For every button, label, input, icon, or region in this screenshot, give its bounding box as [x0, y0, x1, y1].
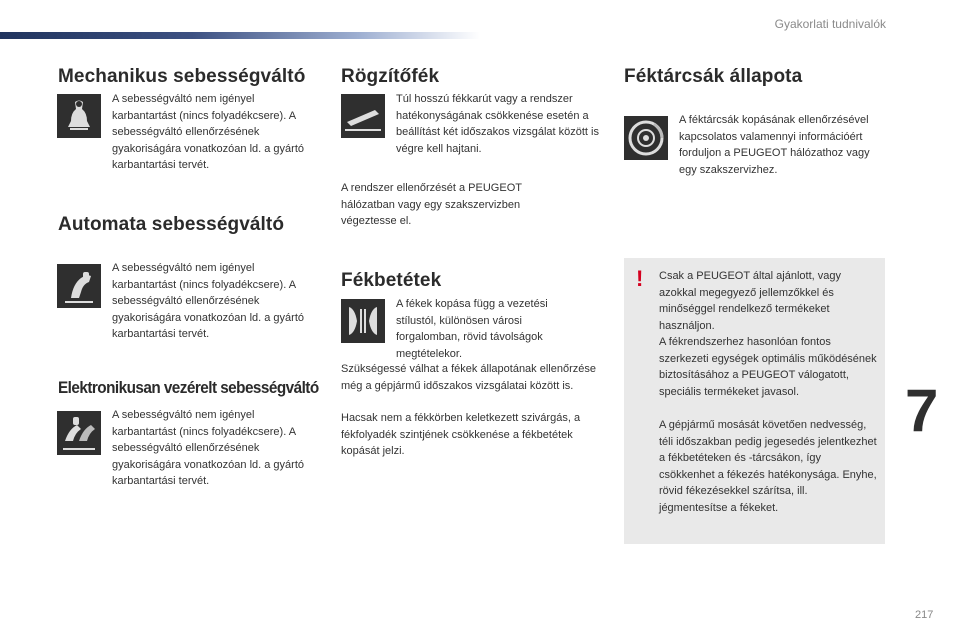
- brake-discs-text: A féktárcsák kopásának ellenőrzésével kapcsolatos valamennyi információért forduljon a PEUGEOT hálózathoz vagy egy szakszervizhez.: [679, 114, 870, 176]
- manual-gearbox-text: A sebességváltó nem igényel karbantartást (nincs folyadékcsere). A sebességváltó ellenőrzésének gyakoriságára vonatkozóan ld. a gyártó karbantartási tervét.: [112, 93, 305, 172]
- warning-note-text-3: A gépjármű mosását követően nedvesség, téli időszakban pedig jegesedés jelentkezhet a fékbetéteken és -tárcsákon, így csökkenhet a fékezés hatékonysága. Enyhe, rövid fékezésekkel szárítsa, ill. jégmentesítse a fékeket.: [659, 419, 877, 514]
- automatic-gearshift-icon: [57, 264, 101, 308]
- electronic-gearbox-text: A sebességváltó nem igényel karbantartást (nincs folyadékcsere). A sebességváltó ellenőrzésének gyakoriságára vonatkozóan ld. a gyártó karbantartási tervét.: [112, 409, 305, 488]
- brake-pads-text-2: Szükségessé válhat a fékek állapotának ellenőrzése még a gépjármű időszakos vizsgálatai között is.: [341, 363, 596, 392]
- parking-brake-icon: [341, 94, 385, 138]
- brake-pads-text-3: Hacsak nem a fékkörben keletkezett szivárgás, a fékfolyadék szintjének csökkenése a fékbetétek kopását jelzi.: [341, 412, 581, 458]
- manual-gearbox-title: Mechanikus sebességváltó: [58, 66, 306, 87]
- brake-disc-icon: [624, 116, 668, 160]
- header-gradient-bar: [0, 32, 480, 39]
- manual-gearshift-icon: [57, 94, 101, 138]
- brake-discs-title: Féktárcsák állapota: [624, 66, 803, 87]
- electronic-gearshift-icon: [57, 411, 101, 455]
- automatic-gearbox-title: Automata sebességváltó: [58, 214, 285, 235]
- page-number: 217: [915, 609, 934, 621]
- warning-note-text-2: A fékrendszerhez hasonlóan fontos szerkezeti egységek optimális működésének biztosításához a PEUGEOT válogatott, speciális termékeket javasol.: [659, 336, 877, 398]
- brake-pads-text-1: A fékek kopása függ a vezetési stílustól, különösen városi forgalomban, rövid távolságok megtételekor.: [396, 298, 548, 360]
- brake-pads-title: Fékbetétek: [341, 270, 442, 291]
- automatic-gearbox-text: A sebességváltó nem igényel karbantartást (nincs folyadékcsere). A sebességváltó ellenőrzésének gyakoriságára vonatkozóan ld. a gyártó karbantartási tervét.: [112, 262, 305, 341]
- chapter-number: 7: [905, 377, 939, 444]
- parking-brake-title: Rögzítőfék: [341, 66, 440, 87]
- brake-pads-icon: [341, 299, 385, 343]
- parking-brake-text-2: A rendszer ellenőrzését a PEUGEOT hálózatban vagy egy szakszervizben végeztesse el.: [341, 182, 522, 228]
- electronic-gearbox-title: Elektronikusan vezérelt sebességváltó: [58, 378, 319, 397]
- warning-exclamation-icon: !: [636, 266, 644, 291]
- warning-note-text-1: Csak a PEUGEOT által ajánlott, vagy azokkal megegyező jellemzőkkel és minőséggel rendelkező termékeket használjon.: [659, 270, 841, 332]
- parking-brake-text-1: Túl hosszú fékkarút vagy a rendszer hatékonyságának csökkenése esetén a beállítást két időszakos vizsgálat között is végre kell hajtani.: [396, 93, 599, 155]
- section-title: Gyakorlati tudnivalók: [774, 17, 886, 31]
